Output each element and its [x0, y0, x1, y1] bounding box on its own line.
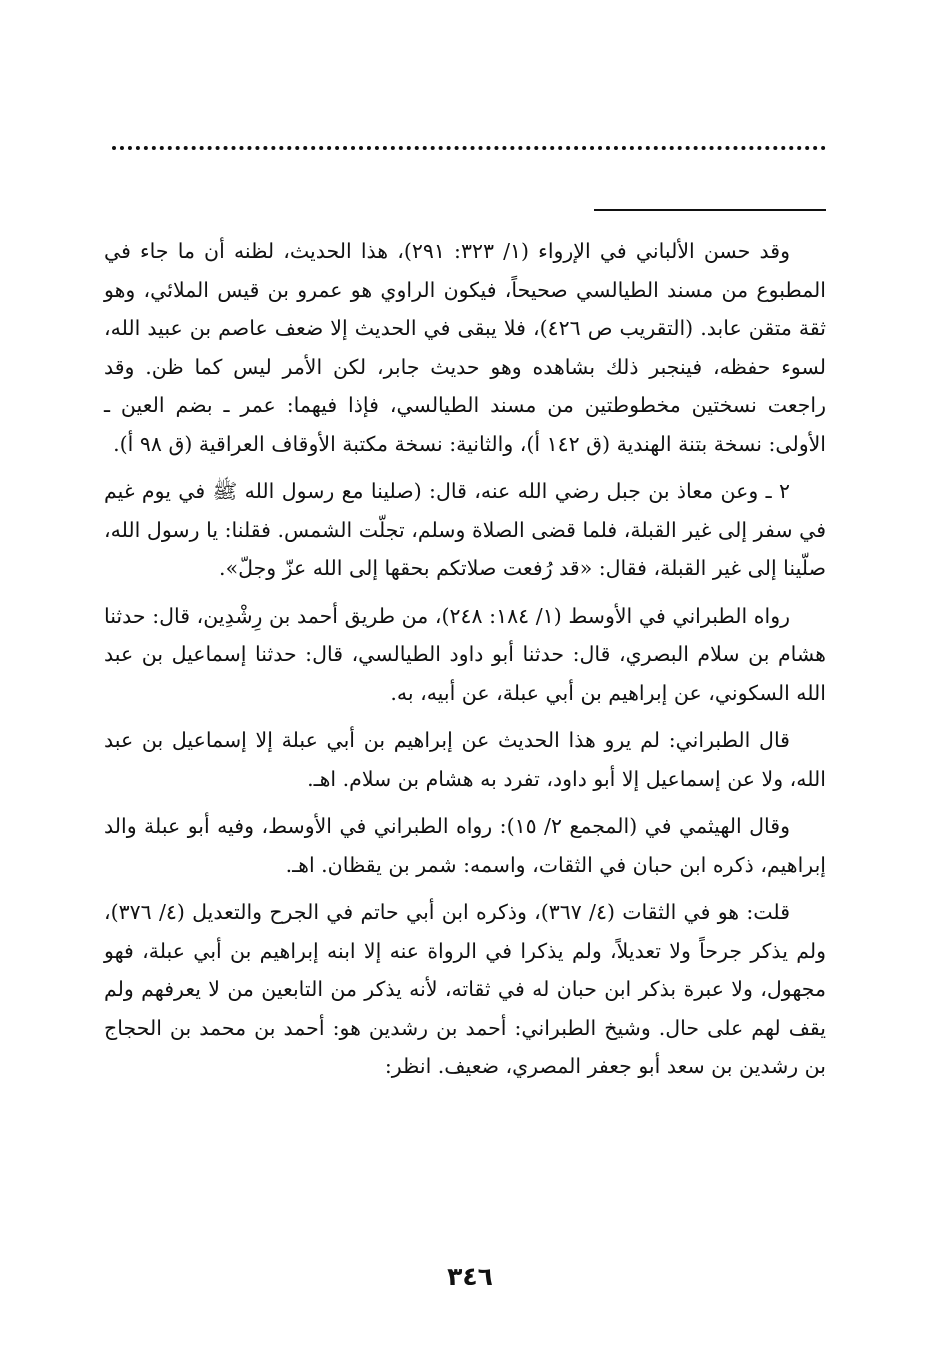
paragraph-hadith-2: ٢ ـ وعن معاذ بن جبل رضي الله عنه، قال: (صلينا مع رسول الله ﷺ في يوم غيم في سفر إلى غير القبلة، فلما قضى الصلاة وسلم، تجلّت الشمس. فقلنا: يا رسول الله، صلّينا إلى غير القبلة، فقال: «قد رُفعت صلاتكم بحقها إلى الله عزّ وجلّ».	[104, 479, 826, 580]
page-body	[104, 232, 826, 1095]
paragraph-author-comment: قلت: هو في الثقات (٤/ ٣٦٧)، وذكره ابن أبي حاتم في الجرح والتعديل (٤/ ٣٧٦)، ولم يذكر جرحاً ولا تعديلاً، ولم يذكرا في الرواة عنه إلا ابنه إبراهيم بن أبي عبلة، فهو مجهول، ولا عبرة بذكر ابن حبان له في ثقاته، لأنه يذكر من التابعين من لا يعرفهم ولم يقف لهم على حال. وشيخ الطبراني: أحمد بن رشدين هو: أحمد بن محمد بن الحجاج بن رشدين بن سعد أبو جعفر المصري، ضعيف. انظر:	[104, 900, 826, 1078]
paragraph-tabarani-comment: قال الطبراني: لم يرو هذا الحديث عن إبراهيم بن أبي عبلة إلا إسماعيل بن عبد الله، ولا عن إسماعيل إلا أبو داود، تفرد به هشام بن سلام. اهـ.	[104, 728, 826, 791]
page-number: ٣٤٦	[447, 1262, 493, 1291]
paragraph-tabarani-narration: رواه الطبراني في الأوسط (١/ ١٨٤: ٢٤٨)، من طريق أحمد بن رِشْدِين، قال: حدثنا هشام بن سلام البصري، قال: حدثنا أبو داود الطيالسي، قال: حدثنا إسماعيل بن عبد الله السكوني، عن إبراهيم بن أبي عبلة، عن أبيه، به.	[104, 603, 826, 705]
paragraph-albani-note: وقد حسن الألباني في الإرواء (١/ ٣٢٣: ٢٩١)، هذا الحديث، لظنه أن ما جاء في المطبوع من مسند الطيالسي صحيحاً، فيكون الراوي هو عمرو بن قيس الملائي، وهو ثقة متقن عابد. (التقريب ص ٤٢٦)، فلا يبقى في الحديث إلا ضعف عاصم بن عبيد الله، لسوء حفظه، فينجبر ذلك بشاهده وهو حديث جابر، لكن الأمر ليس كما ظن. وقد راجعت نسختين مخطوطتين من مسند الطيالسي، فإذا فيهما: عمر ـ بضم العين ـ الأولى: نسخة بتنة الهندية (ق ١٤٢ أ)، والثانية: نسخة مكتبة الأوقاف العراقية (ق ٩٨ أ).	[104, 239, 826, 456]
footnote-rule	[594, 209, 826, 211]
dotted-separator	[112, 146, 826, 154]
paragraph-haythami: وقال الهيثمي في (المجمع ٢/ ١٥): رواه الطبراني في الأوسط، وفيه أبو عبلة والد إبراهيم، ذكره ابن حبان في الثقات، واسمه: شمر بن يقظان. اهـ.	[104, 814, 826, 877]
